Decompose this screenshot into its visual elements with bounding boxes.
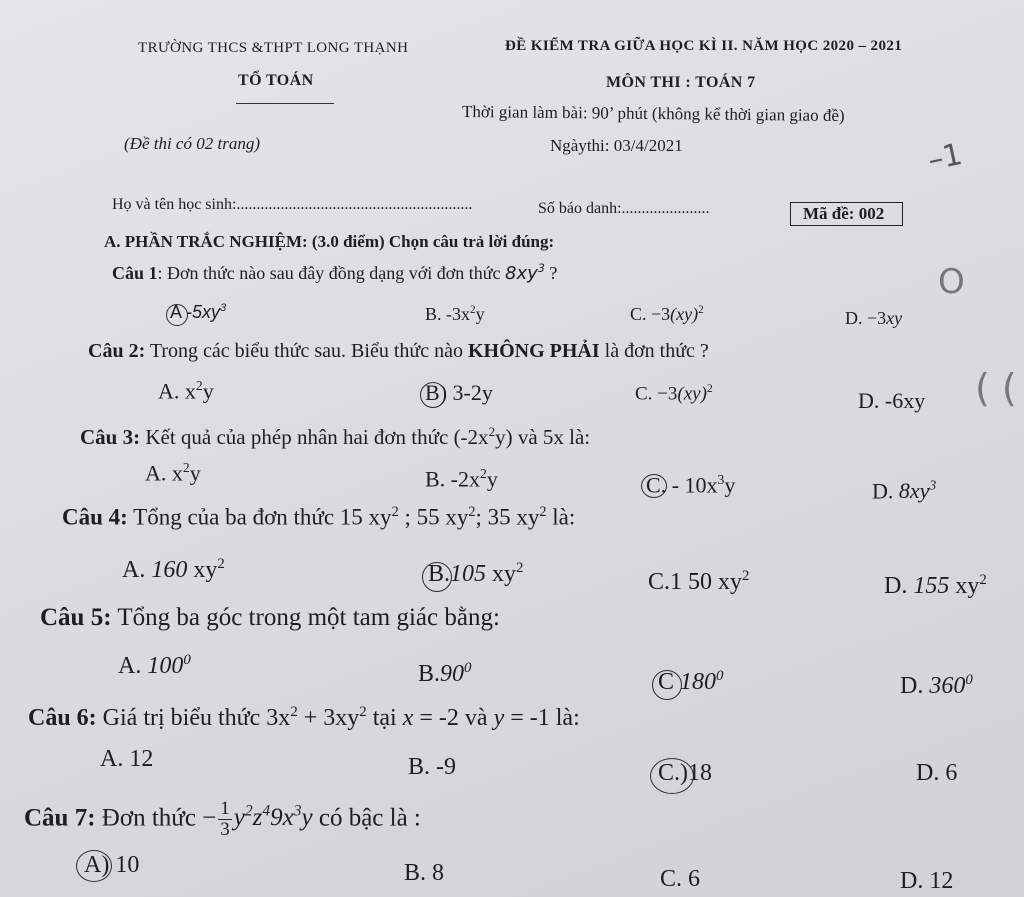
q7-option-a[interactable]: A) 10 bbox=[84, 852, 140, 878]
q2-option-a[interactable]: A. $x^2y$ bbox=[158, 378, 214, 404]
q6-option-d[interactable]: D. 6 bbox=[916, 760, 958, 786]
question-3: Câu 3: Kết quả của phép nhân hai đơn thức $(-2x^2y)$ và 5x là: bbox=[80, 424, 591, 449]
q5-option-c[interactable]: C $180^0$ bbox=[658, 668, 724, 695]
pages-note: (Đề thi có 02 trang) bbox=[124, 134, 260, 153]
handwritten-mark-3: ( ( bbox=[975, 366, 1017, 410]
q3-option-c[interactable]: C. - $10x^3y$ bbox=[646, 472, 736, 498]
handwritten-mark-1: –1 bbox=[924, 136, 966, 179]
q6-option-b[interactable]: B. -9 bbox=[408, 754, 456, 780]
q5-option-d[interactable]: D. $360^0$ bbox=[900, 672, 973, 699]
q4-option-a[interactable]: A. 160 $xy^2$ bbox=[122, 556, 225, 583]
q2-option-c[interactable]: C. −3(xy)$^2$ bbox=[635, 382, 713, 405]
q3-option-b[interactable]: B. $-2x^2y$ bbox=[425, 466, 498, 492]
exam-date: Ngàythi: 03/4/2021 bbox=[550, 136, 683, 155]
question-2-label: Câu 2: bbox=[88, 340, 146, 362]
question-2-text-end: là đơn thức ? bbox=[599, 340, 709, 362]
question-2-text: Trong các biểu thức sau. Biểu thức nào bbox=[145, 340, 468, 362]
q2-option-b[interactable]: B) 3-2y bbox=[425, 380, 493, 405]
q1-option-d[interactable]: D. −3xy bbox=[845, 308, 903, 328]
fraction-one-third: $\frac{1}{3}$ bbox=[220, 798, 230, 841]
q3-option-a[interactable]: A. $x^2y$ bbox=[145, 460, 201, 486]
q5-option-a[interactable]: A. $100^0$ bbox=[118, 652, 191, 679]
q4-option-b[interactable]: B.105 $xy^2$ bbox=[428, 560, 524, 587]
question-1: Câu 1: Đơn thức nào sau đây đồng dạng với đơn thức $8xy^3$ ? bbox=[112, 262, 558, 284]
q1-option-a[interactable]: A $-5xy^3$ bbox=[170, 302, 227, 322]
department: TỔ TOÁN bbox=[238, 72, 314, 89]
question-2-emphasis: KHÔNG PHẢI bbox=[467, 340, 600, 362]
department-underline bbox=[236, 103, 334, 104]
q3-option-d[interactable]: D. $8xy^3$ bbox=[872, 478, 937, 504]
q4-option-d[interactable]: D. 155 $xy^2$ bbox=[884, 572, 987, 599]
q6-option-a[interactable]: A. 12 bbox=[100, 746, 154, 772]
handwritten-mark-2: O bbox=[938, 262, 965, 302]
exam-title: ĐỀ KIỂM TRA GIỮA HỌC KÌ II. NĂM HỌC 2020 – 2021 bbox=[505, 38, 903, 54]
duration: Thời gian làm bài: 90’ phút (không kể thời gian giao đề) bbox=[461, 101, 845, 126]
q7-option-c[interactable]: C. 6 bbox=[660, 866, 701, 892]
question-1-label: Câu 1 bbox=[112, 263, 158, 283]
question-5: Câu 5: Tổng ba góc trong một tam giác bằng: bbox=[40, 604, 500, 631]
q6-option-c[interactable]: C.)18 bbox=[658, 760, 713, 786]
question-4: Câu 4: Tổng của ba đơn thức 15 $xy^2$ ; 55 $xy^2$; 35 $xy^2$ là: bbox=[62, 504, 576, 530]
q7-option-b[interactable]: B. 8 bbox=[404, 860, 445, 886]
student-id-field: Số báo danh:...................... bbox=[538, 200, 710, 217]
q1-option-c[interactable]: C. −3(xy)$^2$ bbox=[630, 304, 704, 324]
subject: MÔN THI : TOÁN 7 bbox=[606, 74, 756, 91]
question-6: Câu 6: Giá trị biểu thức $3x^2 + 3xy^2$ tại x = -2 và y = -1 là: bbox=[28, 704, 580, 731]
student-name-field: Họ và tên học sinh:........................................................... bbox=[112, 196, 473, 213]
q7-option-d[interactable]: D. 12 bbox=[900, 868, 954, 894]
school-name: TRƯỜNG THCS &THPT LONG THẠNH bbox=[138, 40, 409, 56]
question-7: Câu 7: Đơn thức − $\frac{1}{3}$ $y^2z^49x^3y$ có bậc là : bbox=[24, 798, 421, 841]
question-2 bbox=[88, 340, 709, 363]
exam-code-box: Mã đề: 002 bbox=[790, 202, 903, 226]
q4-option-c[interactable]: C.1 50 $xy^2$ bbox=[648, 568, 750, 595]
q5-option-b[interactable]: $B.90^0$ bbox=[418, 660, 472, 687]
question-1-text: : Đơn thức nào sau đây đồng dạng với đơn thức bbox=[157, 263, 506, 283]
section-a-title: A. PHẦN TRẮC NGHIỆM: (3.0 điểm) Chọn câu trả lời đúng: bbox=[104, 232, 555, 251]
q1-option-b[interactable]: B. $-3x^2y$ bbox=[425, 304, 485, 324]
q2-option-d[interactable]: D. -6xy bbox=[858, 388, 926, 413]
